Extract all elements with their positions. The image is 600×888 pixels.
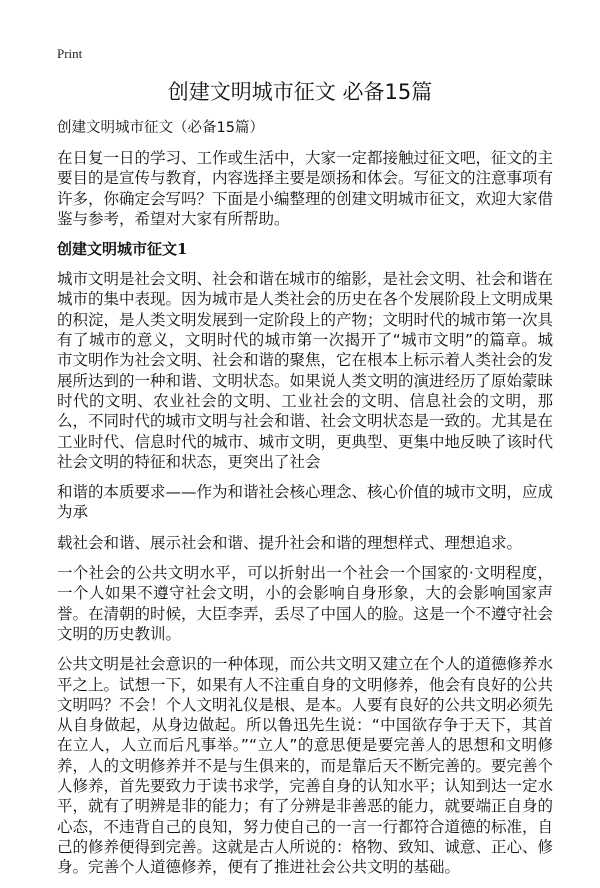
print-link[interactable]: Print xyxy=(57,46,83,61)
document-title: 创建文明城市征文 必备15篇 xyxy=(167,80,433,104)
body-paragraph: 载社会和谐、展示社会和谐、提升社会和谐的理想样式、理想追求。 xyxy=(57,533,523,552)
body-paragraph: 公共文明是社会意识的一种体现，而公共文明又建立在个人的道德修养水平之上。试想一下，如果有人不注重自身的文明修养，他会有良好的公共文明吗？不会！个人文明礼仪是根、是本。人要有良好的公共文明必须先从自身做起，从身边做起。所以鲁迅先生说：“中国欲存争于天下，其首在立人，人立而后凡事举。”“立人”的意思便是要完善人的思想和文明修养，人的文明修养并不是与生俱来的，而是靠后天不断完善的。要完善个人修养，首先要致力于读书求学，完善自身的认知水平；认知到达一定水平，就有了明辨是非的能力；有了分辨是非善恶的能力，就要端正自身的心态，不违背自己的良知，努力使自己的一言一行都符合道德的标准，自己的修养便得到完善。这就是古人所说的：格物、致知、诚意、正心、修身。完善个人道德修养，便有了推进社会公共文明的基础。 xyxy=(57,655,554,877)
body-paragraph: 和谐的本质要求——作为和谐社会核心理念、核心价值的城市文明，应成为承 xyxy=(57,483,554,522)
intro-paragraph: 在日复一日的学习、工作或生活中，大家一定都接触过征文吧，征文的主要目的是宣传与教育，内容选择主要是颂扬和体会。写征文的注意事项有许多，你确定会写吗？下面是小编整理的创建文明城市征文，欢迎大家借鉴与参考，希望对大家有所帮助。 xyxy=(57,149,554,228)
document-subtitle: 创建文明城市征文（必备15篇） xyxy=(57,120,264,136)
body-paragraph: 一个社会的公共文明水平，可以折射出一个社会一个国家的·文明程度，一个人如果不遵守社会文明，小的会影响自身形象，大的会影响国家声誉。在清朝的时候，大臣李弄，丢尽了中国人的脸。这是一个不遵守社会文明的历史教训。 xyxy=(57,564,554,643)
body-paragraph: 城市文明是社会文明、社会和谐在城市的缩影，是社会文明、社会和谐在城市的集中表现。因为城市是人类社会的历史在各个发展阶段上文明成果的积淀，是人类文明发展到一定阶段上的产物；文明时代的城市第一次具有了城市的意义，文明时代的城市第一次揭开了“城市文明”的篇章。城市文明作为社会文明、社会和谐的聚焦，它在根本上标示着人类社会的发展所达到的一种和谐、文明状态。如果说人类文明的演进经历了原始蒙昧时代的文明、农业社会的文明、工业社会的文明、信息社会的文明，那么，不同时代的城市文明与社会和谐、社会文明状态是一致的。尤其是在工业时代、信息时代的城市、城市文明，更典型、更集中地反映了该时代社会文明的特征和状态，更突出了社会 xyxy=(57,270,554,471)
section-heading: 创建文明城市征文1 xyxy=(57,240,188,259)
document-body xyxy=(57,118,553,888)
